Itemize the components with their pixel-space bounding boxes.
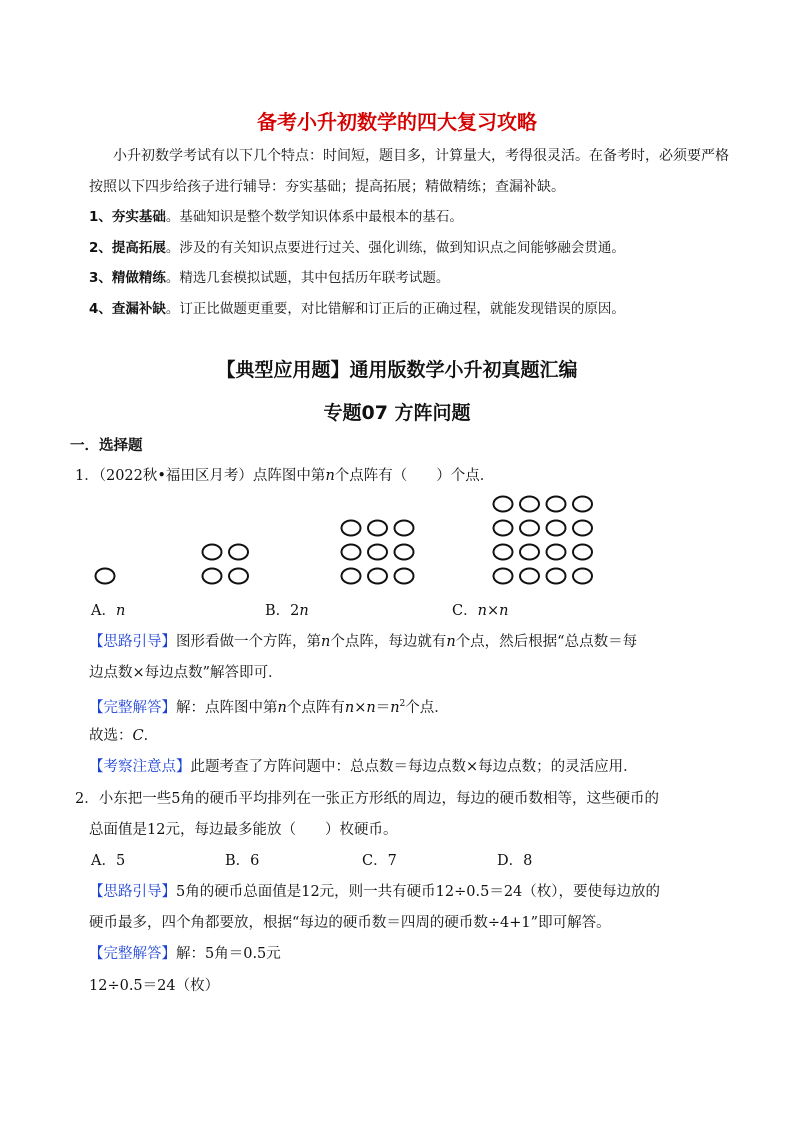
q1-answer-tag: 【完整解答】: [89, 699, 176, 716]
q1-note-tag: 【考察注意点】: [89, 759, 191, 775]
dot-4-4-3: [547, 569, 566, 584]
q1-answer-a: 解：点阵图中第: [176, 699, 278, 716]
q2-answer: [89, 944, 281, 964]
dot-3-2-2: [368, 545, 387, 560]
heading-topic: 专题07 方阵问题: [323, 402, 471, 424]
q1-answer-var4: n: [390, 699, 400, 716]
q2-option-d: D．8: [497, 853, 533, 869]
dot-3-2-1: [342, 545, 361, 560]
document-title: 备考小升初数学的四大复习攻略: [257, 110, 537, 134]
dot-4-3-3: [547, 545, 566, 560]
q1-answer-sup: 2: [399, 699, 406, 709]
q2-option-c: C．7: [362, 853, 397, 869]
q1-option-c-val1: n: [477, 603, 487, 619]
q1-note-text: 此题考查了方阵问题中：总点数＝每边点数×每边点数；的灵活应用．: [190, 759, 638, 775]
q2-stem-line2: 总面值是12元，每边最多能放（ ）枚硬币。: [89, 822, 398, 838]
q1-stem-a: 1．（2022秋•福田区月考）点阵图中第: [75, 468, 326, 484]
q2-answer-tag: 【完整解答】: [89, 946, 176, 962]
dot-4-4-2: [520, 569, 539, 584]
intro-line-1: 小升初数学考试有以下几个特点：时间短，题目多，计算量大，考得很灵活。在备考时，必须要严格: [113, 148, 729, 164]
q1-option-b: [265, 601, 309, 621]
q1-option-a-value: n: [115, 603, 126, 619]
tip-1-label: 1、夯实基础: [89, 209, 166, 225]
dot-3-1-3: [395, 521, 414, 536]
q2-stem-line1: 2．小东把一些5角的硬币平均排列在一张正方形纸的周边，每边的硬币数相等，这些硬币的: [75, 791, 659, 807]
q1-choice-value: C: [132, 728, 144, 744]
q2-hint-tag: 【思路引导】: [89, 884, 176, 900]
tip-4-label: 4、查漏补缺: [89, 301, 166, 317]
dot-4-2-3: [547, 521, 566, 536]
q1-option-b-label: B．2: [265, 603, 300, 619]
q2-answer-line1: 解：5角＝0.5元: [176, 946, 281, 962]
q1-answer-var1: n: [277, 699, 287, 716]
dot-4-3-4: [573, 545, 592, 560]
dot-2-1-1: [203, 545, 222, 560]
q2-hint-line1: 5角的硬币总面值是12元，则一共有硬币12÷0.5＝24（枚），要使每边放的: [176, 884, 661, 900]
intro-line-2: 按照以下四步给孩子进行辅导：夯实基础；提高拓展；精做精练；查漏补缺。: [89, 179, 565, 195]
dot-4-4-1: [494, 569, 513, 584]
dot-4-1-1: [494, 497, 513, 512]
dot-4-2-4: [573, 521, 592, 536]
q1-answer-b: 个点阵有: [286, 699, 345, 716]
heading-collection: 【典型应用题】通用版数学小升初真题汇编: [216, 359, 578, 381]
q1-hint-var2: n: [446, 634, 456, 650]
q1-choice-label: 故选：: [89, 728, 133, 744]
q1-choice-end: ．: [143, 728, 159, 744]
dot-1-1-1: [96, 569, 115, 584]
q1-answer-var2: n: [344, 699, 355, 716]
q1-hint-line2: 边点数×每边点数”解答即可．: [89, 665, 283, 681]
q1-answer: [89, 694, 449, 718]
dot-3-3-3: [395, 569, 414, 584]
q2-option-b: B．6: [225, 853, 260, 869]
dot-3-1-1: [342, 521, 361, 536]
q1-choice: [89, 726, 158, 746]
dot-4-1-4: [573, 497, 592, 512]
q2-hint-line2: 硬币最多，四个角都要放，根据“每边的硬币数＝四周的硬币数÷4+1”即可解答。: [89, 915, 611, 931]
q1-option-b-value: n: [299, 603, 309, 619]
tip-1-text: 。基础知识是整个数学知识体系中最根本的基石。: [165, 209, 463, 225]
dot-3-3-1: [342, 569, 361, 584]
q1-stem-var: n: [325, 468, 335, 484]
q2-option-a: A．5: [91, 853, 126, 869]
q1-option-c-val2: n: [499, 603, 509, 619]
tip-2-label: 2、提高拓展: [89, 240, 166, 256]
q1-option-c-label: C．: [452, 603, 478, 619]
q2-answer-line2: 12÷0.5＝24（枚）: [89, 978, 220, 994]
q1-option-a: [91, 601, 125, 621]
dot-4-1-2: [520, 497, 539, 512]
q1-hint-var1: n: [321, 634, 331, 650]
q2-hint: [89, 882, 660, 902]
q1-hint-a: 图形看做一个方阵，第: [176, 634, 321, 650]
dot-2-1-2: [229, 545, 248, 560]
section-multiple-choice: 一．选择题: [70, 438, 143, 454]
q1-answer-eq: ＝: [375, 699, 391, 716]
q1-answer-times: ×: [354, 699, 367, 716]
dot-4-2-2: [520, 521, 539, 536]
dot-3-2-3: [395, 545, 414, 560]
dot-2-2-1: [203, 569, 222, 584]
dot-4-3-1: [494, 545, 513, 560]
q1-hint-tag: 【思路引导】: [89, 634, 176, 650]
q1-stem-b: 个点阵有（ ）个点．: [334, 468, 495, 484]
dot-3-3-2: [368, 569, 387, 584]
q1-hint: [89, 632, 637, 652]
q1-answer-c: 个点．: [405, 699, 449, 716]
tip-3-text: 。精选几套模拟试题，其中包括历年联考试题。: [165, 270, 450, 286]
dot-4-2-1: [494, 521, 513, 536]
q1-option-c-times: ×: [486, 603, 500, 619]
dot-4-3-2: [520, 545, 539, 560]
q1-answer-var3: n: [366, 699, 376, 716]
tip-3-label: 3、精做精练: [89, 270, 166, 286]
tip-4-text: 。订正比做题更重要，对比错解和订正后的正确过程，就能发现错误的原因。: [165, 301, 625, 317]
q1-hint-b: 个点阵，每边就有: [330, 634, 447, 650]
q1-note: [89, 757, 638, 777]
q1-hint-c: 个点，然后根据“总点数＝每: [455, 634, 638, 650]
tip-2-text: 。涉及的有关知识点要进行过关、强化训练，做到知识点之间能够融会贯通。: [165, 240, 625, 256]
q1-option-a-label: A．: [91, 603, 116, 619]
q1-option-c: [452, 601, 508, 621]
dot-2-2-2: [229, 569, 248, 584]
dot-4-1-3: [547, 497, 566, 512]
dot-4-4-4: [573, 569, 592, 584]
dot-3-1-2: [368, 521, 387, 536]
